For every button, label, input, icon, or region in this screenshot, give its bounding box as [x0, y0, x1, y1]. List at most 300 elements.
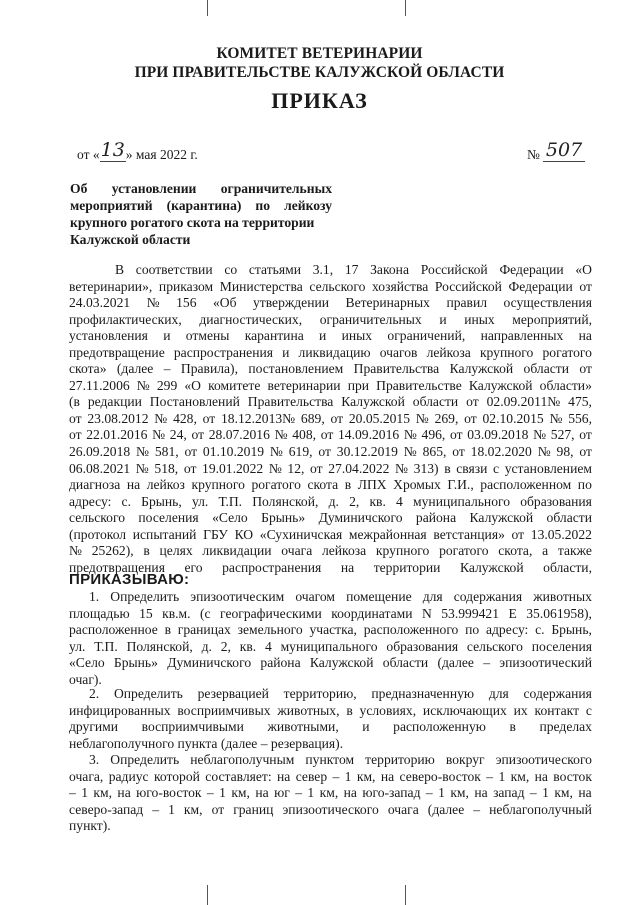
word: вокруг — [445, 752, 485, 767]
word: связи — [456, 460, 488, 476]
word: крупного — [479, 344, 534, 360]
word: № — [154, 410, 168, 426]
word: – — [486, 768, 494, 784]
word: 1 — [498, 768, 506, 784]
text-line — [69, 312, 592, 329]
word: Брынь, — [551, 622, 592, 638]
word: Калужской — [469, 510, 534, 526]
word: В — [115, 262, 125, 277]
word: от — [202, 410, 216, 426]
word: Правила), — [180, 361, 238, 377]
word: координатами — [331, 605, 413, 621]
word: Хромых — [393, 477, 441, 493]
word: «О — [575, 262, 592, 277]
word: 12, — [287, 460, 305, 476]
word: кв. — [239, 638, 257, 654]
text-line — [69, 639, 592, 656]
word: – — [206, 785, 214, 801]
text-line — [69, 719, 592, 736]
text-line — [69, 361, 592, 378]
word: диагноза — [69, 477, 121, 493]
word: ветеринарии», — [69, 278, 153, 294]
word: 4 — [396, 493, 403, 509]
word: 1 — [81, 785, 88, 801]
word: инфицированных — [69, 702, 171, 718]
word: 24.03.2021 — [69, 295, 131, 311]
handwritten-day: 13 — [100, 139, 125, 161]
word: очагом — [295, 589, 336, 604]
word: очага — [387, 801, 419, 817]
word: расположенном — [480, 477, 572, 493]
word: составляет: — [205, 768, 272, 784]
word: с — [585, 702, 592, 718]
word: кв.м. — [162, 605, 191, 621]
word: № — [269, 444, 283, 460]
word: территорию, — [283, 686, 357, 701]
word: 475, — [568, 394, 592, 410]
word: № — [135, 460, 149, 476]
word: соответствии — [135, 262, 213, 277]
word: № — [537, 444, 551, 460]
word: другими — [69, 719, 119, 735]
word: от — [191, 427, 205, 443]
text-line: Калужской области — [70, 232, 191, 247]
word: ул. — [191, 493, 209, 509]
word: площадью — [69, 605, 130, 621]
word: № — [549, 410, 563, 426]
word: 26.09.2018 — [69, 444, 131, 460]
word: 299 — [156, 377, 178, 393]
word: и — [282, 344, 290, 360]
word: Калужской — [449, 361, 514, 377]
word: постановлением — [248, 361, 344, 377]
word: от — [452, 444, 465, 460]
word: межрайонная — [348, 526, 427, 542]
word: ликвидацию — [298, 344, 371, 360]
word: от — [183, 460, 197, 476]
word: – — [332, 768, 340, 784]
word: неблагополучным — [190, 752, 295, 767]
word: области» — [539, 377, 592, 393]
word: района — [415, 510, 457, 526]
word: иных — [464, 311, 495, 327]
word: N — [421, 605, 432, 621]
word: 53.999421 — [441, 605, 500, 621]
word: в — [344, 477, 352, 493]
word: резервацией — [197, 686, 269, 701]
word: от — [464, 410, 477, 426]
word: содержания — [453, 589, 523, 604]
word: неблагополучный — [489, 801, 592, 817]
word: распространения — [173, 344, 274, 360]
word: Российской — [420, 262, 488, 277]
word: № — [395, 460, 409, 476]
word: 518, — [154, 460, 179, 476]
word: границах — [177, 622, 231, 638]
text-line — [69, 785, 592, 802]
word: 30.12.2019 — [336, 444, 398, 460]
date-suffix: » мая 2022 г. — [125, 147, 198, 162]
word: образования — [520, 493, 592, 509]
word: 313) — [413, 460, 439, 476]
word: 17 — [344, 262, 359, 277]
text-line — [69, 279, 592, 296]
word: лейкоза — [426, 344, 471, 360]
word: мероприятий — [70, 198, 153, 213]
word: ликвидации — [202, 543, 272, 559]
word: юг — [274, 785, 290, 801]
word: – — [425, 785, 433, 801]
word: «Сухиничская — [259, 526, 343, 542]
order-item-3 — [69, 752, 592, 835]
word: 1 — [219, 785, 226, 801]
word: муниципального — [413, 493, 511, 509]
word: участка, — [309, 622, 357, 638]
word: Г.И., — [447, 477, 474, 493]
word: 4 — [264, 638, 272, 654]
word: 2. — [89, 686, 100, 701]
text-line — [69, 461, 592, 478]
word: адресу: — [485, 622, 529, 638]
word: – — [529, 785, 537, 801]
word: Правительстве — [376, 377, 462, 393]
word: а — [542, 543, 549, 559]
word: № — [274, 427, 288, 443]
word: со — [224, 262, 238, 277]
word: крупного — [191, 477, 245, 493]
number-prefix: № — [527, 147, 540, 162]
word: диагностических, — [199, 311, 303, 327]
text-line — [69, 655, 592, 672]
word: (далее — [437, 655, 474, 671]
word: 408, — [292, 427, 317, 443]
word: 156 — [176, 295, 197, 311]
text-line: крупного рогатого скота на территории — [70, 215, 315, 230]
word: – — [152, 801, 160, 817]
word: км, — [554, 785, 573, 801]
word: с. — [535, 622, 545, 638]
word: 1 — [307, 785, 315, 801]
word: расположенную — [393, 719, 486, 735]
text-line — [70, 180, 332, 197]
word: КО — [234, 526, 254, 542]
word: в — [346, 702, 353, 718]
word: 2, — [349, 493, 360, 509]
word: скота — [307, 477, 339, 493]
word: «О — [184, 377, 201, 393]
word: км, — [510, 768, 530, 784]
word: 619, — [288, 444, 313, 460]
word: пунктом — [305, 752, 355, 767]
word: 27.04.2022 — [328, 460, 390, 476]
word: – — [483, 655, 490, 671]
word: муниципального — [280, 638, 378, 654]
word: области — [412, 394, 459, 410]
word: предотвращения — [69, 559, 165, 575]
word: территорию — [365, 752, 435, 767]
word: км, — [319, 785, 339, 801]
text-line — [70, 197, 332, 214]
word: рогатого — [251, 477, 301, 493]
word: от — [511, 526, 525, 542]
word: от — [579, 427, 592, 443]
scan-edge-mark — [405, 885, 406, 905]
word: – — [473, 801, 481, 817]
word: северо-восток — [399, 768, 481, 784]
word: осуществления — [503, 295, 592, 311]
text-line — [69, 494, 592, 511]
word: эпизоотического — [282, 801, 379, 817]
word: редакции — [87, 394, 142, 410]
word: Министерства — [219, 278, 303, 294]
word: от — [211, 801, 225, 817]
word: ГБУ — [203, 526, 228, 542]
organization-header — [0, 44, 639, 82]
word: юго-запад — [362, 785, 421, 801]
word: на — [340, 559, 355, 575]
text-line — [69, 345, 592, 362]
word: – — [295, 785, 302, 801]
word: и — [319, 328, 327, 344]
word: кв. — [369, 493, 386, 509]
word: восток — [553, 768, 592, 784]
word: и — [362, 719, 370, 735]
word: Определить — [113, 686, 183, 701]
word: Полянской, — [252, 493, 319, 509]
word: ул. — [69, 638, 86, 654]
word: км, — [231, 785, 250, 801]
word: от — [579, 361, 592, 377]
word: 18.12.2013№ — [220, 410, 296, 426]
word: 35.061958), — [526, 605, 592, 621]
word: (далее — [116, 361, 154, 377]
text-line — [69, 411, 592, 428]
word: сельского — [466, 638, 523, 654]
word: 1 — [168, 801, 175, 817]
text-line — [69, 328, 592, 345]
word: поселения — [138, 510, 199, 526]
word: Брынь» — [113, 655, 158, 671]
text-line — [69, 686, 592, 703]
word: с — [493, 460, 500, 476]
word: животных — [533, 589, 592, 604]
text-line — [69, 769, 592, 786]
word: целях — [159, 543, 193, 559]
word: ограничений, — [387, 328, 466, 344]
text-line — [69, 262, 592, 279]
word: поселения — [531, 638, 592, 654]
word: Думиничского — [167, 655, 252, 671]
word: № — [415, 410, 429, 426]
word: № — [403, 444, 417, 460]
word: земельного — [237, 622, 303, 638]
word: Брынь» — [261, 510, 306, 526]
word: границ — [233, 801, 274, 817]
word: 13.05.2022 — [530, 526, 592, 542]
word: 20.05.2015 — [348, 410, 411, 426]
word: по — [465, 622, 480, 638]
word: Калужской — [341, 394, 405, 410]
organization-line: ПРИ ПРАВИТЕЛЬСТВЕ КАЛУЖСКОЙ ОБЛАСТИ — [134, 64, 505, 81]
word: статьями — [248, 262, 301, 277]
word: ветеринарии — [267, 377, 341, 393]
word: Думиничского — [318, 510, 403, 526]
word: северо-запад — [69, 801, 144, 817]
word: от — [69, 410, 82, 426]
word: № — [403, 427, 417, 443]
word: 22.01.2016 — [86, 427, 148, 443]
word: на — [474, 785, 488, 801]
order-number — [527, 139, 585, 165]
word: д. — [201, 638, 212, 654]
word: от — [466, 394, 479, 410]
word: иных — [341, 328, 373, 344]
word: от — [579, 278, 592, 294]
word: ограничительных — [319, 311, 422, 327]
word: 581, — [154, 444, 179, 460]
word: Правительства — [247, 394, 334, 410]
word: 865, — [422, 444, 447, 460]
word: образования — [386, 638, 459, 654]
word: км, — [183, 801, 203, 817]
word: (протокол — [69, 526, 127, 542]
word: расположенного — [363, 622, 459, 638]
word: контакт — [534, 702, 580, 718]
text-line — [69, 510, 592, 527]
word: север — [295, 768, 328, 784]
text-line — [69, 589, 592, 606]
word: на — [578, 328, 592, 344]
word: утверждении — [252, 295, 330, 311]
word: области, — [543, 559, 592, 575]
word: Калужской — [309, 655, 374, 671]
word: 14.09.2016 — [337, 427, 400, 443]
word: 2, — [220, 638, 231, 654]
text-line — [69, 606, 592, 623]
word: на — [534, 768, 548, 784]
word: от — [69, 427, 82, 443]
word: км, — [356, 768, 376, 784]
word: 06.08.2021 — [69, 460, 131, 476]
word: запад — [493, 785, 525, 801]
word: скота, — [498, 543, 533, 559]
word: 27.11.2006 — [69, 377, 130, 393]
word: № — [152, 427, 166, 443]
word: Российской — [434, 278, 502, 294]
word: исключающих — [422, 702, 507, 718]
word: Федерации — [508, 278, 573, 294]
text-line — [69, 427, 592, 444]
word: восприимчивыми — [141, 719, 244, 735]
word: лейкозу — [284, 198, 332, 213]
word: 25262), — [91, 543, 134, 559]
word: предотвращение — [69, 344, 165, 360]
word: Постановлений — [149, 394, 240, 410]
word: на — [343, 785, 357, 801]
order-date — [77, 139, 198, 165]
text-line — [69, 703, 592, 720]
word: крупного — [375, 543, 430, 559]
text-line — [69, 477, 592, 494]
word: хозяйства — [372, 278, 429, 294]
word: области — [523, 361, 569, 377]
word: эпизоотического — [495, 752, 592, 767]
word: области — [546, 510, 592, 526]
word: рогатого — [439, 543, 489, 559]
text-line: пункт). — [69, 818, 111, 834]
word: Ветеринарных — [345, 295, 430, 311]
decree-word: ПРИКАЗЫВАЮ: — [69, 571, 190, 588]
word: 1 — [542, 785, 549, 801]
word: 28.07.2016 — [208, 427, 270, 443]
word: очага — [281, 543, 313, 559]
document-type-title: ПРИКАЗ — [271, 88, 368, 113]
word: № — [69, 543, 82, 559]
text-line: неблагополучного пункта (далее – резервация). — [69, 735, 344, 751]
word: территории — [373, 559, 441, 575]
word: 428, — [173, 410, 197, 426]
word: на — [277, 768, 291, 784]
text-line: очаг). — [69, 671, 102, 687]
word: д. — [328, 493, 339, 509]
word: для — [422, 589, 443, 604]
word: карантина — [244, 328, 304, 344]
word: его — [184, 559, 203, 575]
word: на — [117, 785, 131, 801]
text-line — [69, 622, 592, 639]
word: ветстанция» — [433, 526, 505, 542]
text-line — [69, 444, 592, 461]
word: 18.02.2020 — [470, 444, 532, 460]
word: комитете — [208, 377, 261, 393]
word: 98, — [556, 444, 574, 460]
word: 15 — [139, 605, 153, 621]
word: № — [146, 295, 160, 311]
word: E — [508, 605, 517, 621]
word: Федерации — [499, 262, 564, 277]
word: сельского — [309, 278, 366, 294]
word: 269, — [434, 410, 459, 426]
word: при — [347, 377, 370, 393]
word: 527, — [550, 427, 575, 443]
word: пределах — [539, 719, 592, 735]
word: помещение — [346, 589, 412, 604]
word: (в — [69, 394, 80, 410]
word: (карантина) — [166, 198, 242, 213]
word: профилактических, — [69, 311, 182, 327]
word: № — [136, 444, 149, 460]
handwritten-number: 507 — [543, 139, 585, 162]
organization-line: КОМИТЕТ ВЕТЕРИНАРИИ — [216, 45, 423, 62]
word: «Село — [212, 510, 248, 526]
word: – — [69, 785, 76, 801]
word: Определить — [110, 589, 180, 604]
text-line — [69, 543, 592, 560]
word: «Об — [212, 295, 237, 311]
word: установлением — [504, 460, 592, 476]
text-line — [69, 527, 592, 544]
word: содержания — [523, 686, 592, 701]
word: Брынь, — [141, 493, 182, 509]
word: животными, — [267, 719, 339, 735]
word: Полянской, — [126, 638, 193, 654]
word: радиус — [108, 768, 149, 784]
word: которой — [153, 768, 200, 784]
word: Калужской — [459, 559, 524, 575]
word: от — [450, 427, 463, 443]
word: 24, — [169, 427, 187, 443]
word: № — [533, 427, 547, 443]
